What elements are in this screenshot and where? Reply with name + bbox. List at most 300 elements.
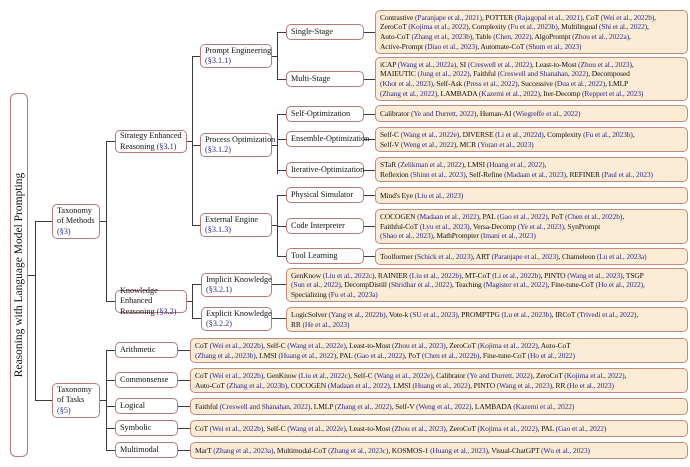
- node-physical-simulator: [286, 187, 364, 203]
- citation-ref: (Wang et al., 2022e): [287, 423, 346, 433]
- node-label: Explicit Knowledge: [206, 308, 272, 318]
- method-name: Faithful: [195, 401, 220, 411]
- method-name: , Complexity: [543, 129, 584, 139]
- citation-ref: (Magister et al., 2022): [483, 280, 548, 290]
- method-name: , RR: [552, 380, 568, 390]
- node-label: Implicit Knowledge: [206, 274, 272, 284]
- citation-ref: (Liu et al., 2022c): [322, 270, 375, 280]
- citation-ref: (Press et al., 2022): [463, 79, 518, 88]
- method-name: , Teaching: [451, 280, 484, 290]
- method-name: , Multimodal-CoT: [273, 445, 329, 455]
- citation-ref: (Wang et al., 2022e): [374, 370, 433, 380]
- leaf-tool-learning: [375, 248, 688, 265]
- citation-line: [195, 341, 575, 351]
- node-external-engine: [200, 213, 272, 237]
- citation-ref: (Gao et al., 2022): [497, 212, 548, 222]
- leaf-symbolic: [190, 420, 688, 437]
- node-label: Multimodal: [120, 444, 159, 454]
- method-name: CoT: [195, 423, 210, 433]
- method-name: Reflexion: [380, 169, 411, 179]
- citation-ref: (Fu et al., 2023a): [328, 289, 378, 299]
- citation-ref: (Lu et al., 2023a): [596, 251, 647, 261]
- method-name: , PAL: [479, 212, 498, 222]
- citation-text: [380, 212, 624, 241]
- node-label: Strategy Enhanced Reasoning: [120, 131, 182, 151]
- leaf-implicit-knowledge: [286, 268, 688, 302]
- citation-ref: (Chen et al., 2022b): [422, 350, 480, 360]
- citation-text: [291, 271, 645, 300]
- leaf-multi-stage: [375, 57, 688, 101]
- method-name: , PROMPTPG: [457, 309, 502, 319]
- citation-line: [380, 140, 635, 150]
- node-ensemble-optimization: [286, 131, 370, 147]
- method-name: , Chameleon: [558, 251, 597, 261]
- citation-line: [195, 402, 574, 412]
- method-name: , Visual-ChatGPT: [487, 445, 542, 455]
- citation-line: [380, 212, 624, 222]
- method-name: , CoT: [582, 12, 601, 22]
- citation-ref: (Zhou et al., 2023): [391, 423, 446, 433]
- citation-ref: (Wang et al., 2022e): [400, 129, 460, 139]
- citation-ref: (Kazemi et al., 2022): [478, 88, 540, 98]
- method-name: ,: [636, 309, 639, 319]
- citation-ref: (Shinn et al., 2023): [410, 169, 466, 179]
- citation-line: [195, 371, 626, 381]
- citation-line: [291, 280, 645, 290]
- node-multimodal: [115, 442, 178, 458]
- method-name: , Versa-Decomp: [469, 221, 518, 231]
- method-name: , IRCoT: [551, 309, 577, 319]
- node-label: Ensemble-Optimization: [291, 133, 370, 143]
- citation-ref: (Gao et al., 2022): [354, 350, 405, 360]
- citation-ref: (Zelikman et al., 2022): [397, 159, 465, 169]
- citation-ref: (Wei et al., 2022b): [209, 340, 264, 350]
- leaf-self-optimization: [375, 105, 688, 122]
- method-name: , Self-C: [350, 370, 375, 380]
- citation-text: [195, 371, 626, 390]
- method-name: , REFINER: [565, 169, 602, 179]
- citation-line: [380, 89, 643, 99]
- citation-ref: (Madaan et al., 2022): [327, 380, 390, 390]
- citation-ref: (Kazemi et al., 2022): [513, 401, 575, 411]
- node-label: Process Optimization: [205, 134, 276, 144]
- method-name: , Decomposed: [588, 69, 630, 79]
- method-name: CoT: [195, 340, 210, 350]
- citation-ref: (Wang et al., 2023): [496, 380, 552, 390]
- node-label: Arithmetic: [120, 344, 156, 354]
- method-name: RR: [291, 319, 303, 329]
- citation-ref: (Zhang et al., 2023b): [411, 32, 473, 41]
- node-label: Physical Simulator: [291, 189, 354, 199]
- node-prompt-engineering: [200, 44, 272, 68]
- citation-ref: (Creswell and Shanahan, 2022): [219, 401, 311, 411]
- method-name: , Automate-CoT: [477, 41, 526, 51]
- citation-ref: (Shum et al., 2023): [525, 41, 582, 51]
- method-name: , Least-to-Most: [345, 423, 392, 433]
- leaf-commonsense: [190, 368, 688, 393]
- citation-line: [380, 60, 643, 70]
- method-name: , Self-C: [263, 340, 288, 350]
- citation-ref: (Creswell et al., 2022): [467, 59, 532, 69]
- node-label: Multi-Stage: [291, 73, 331, 83]
- citation-line: [380, 222, 624, 232]
- method-name: ,: [544, 159, 547, 169]
- method-name: , Faithful: [469, 69, 498, 79]
- method-name: , LMSI: [255, 350, 279, 360]
- citation-ref: (Yoran et al., 2023): [477, 139, 534, 149]
- citation-line: [380, 69, 643, 79]
- method-name: ,: [654, 12, 656, 22]
- method-name: Auto-CoT: [380, 32, 412, 41]
- node-multi-stage: [286, 71, 364, 87]
- citation-text: [195, 402, 574, 412]
- method-name: Toolformer: [380, 251, 415, 261]
- method-name: , LAMBADA: [471, 401, 514, 411]
- method-name: , PAL: [537, 423, 556, 433]
- citation-ref: (Huang et al., 2022): [486, 159, 545, 169]
- citation-ref: (Gao et al., 2022): [555, 423, 607, 433]
- section-ref: (§3.2.2): [206, 319, 232, 328]
- citation-ref: (He et al., 2023): [567, 380, 614, 390]
- citation-line: [380, 160, 653, 170]
- method-name: ,: [643, 280, 645, 290]
- node-label: Self-Optimization: [291, 108, 351, 118]
- method-name: , POTTER: [481, 12, 515, 22]
- method-name: , RAINIER: [374, 270, 410, 280]
- citation-ref: (Reppert et al., 2023): [582, 88, 644, 98]
- leaf-iterative-optimization: [375, 157, 688, 182]
- citation-ref: (Sun et al., 2022): [291, 280, 341, 290]
- node-explicit-knowledge: [201, 307, 272, 331]
- citation-line: [380, 42, 656, 52]
- citation-ref: (Shridhar et al., 2022): [388, 280, 452, 290]
- section-ref: (§3.1.3): [205, 225, 231, 234]
- section-ref: (§5): [57, 405, 71, 415]
- node-label: Commonsense: [120, 374, 169, 384]
- method-name: ,: [631, 59, 634, 69]
- citation-ref: (Ho et al., 2022): [595, 280, 644, 290]
- node-label: Tool Learning: [291, 250, 338, 260]
- method-name: , Successive: [517, 79, 555, 88]
- citation-ref: (Huang et al., 2022): [278, 350, 337, 360]
- leaf-code-interpreter: [375, 209, 688, 244]
- method-name: , PoT: [404, 350, 423, 360]
- method-name: , ART: [472, 251, 492, 261]
- citation-ref: (Liu et al., 2022c): [298, 370, 351, 380]
- method-name: , Self-C: [263, 423, 288, 433]
- section-ref: (§3.1): [156, 141, 177, 151]
- method-name: , COCOGEN: [287, 380, 328, 390]
- method-name: , Multilingual: [557, 22, 599, 32]
- citation-ref: (Diao et al., 2023): [424, 41, 478, 51]
- method-name: , MT-CoT: [461, 270, 493, 280]
- citation-line: [291, 320, 638, 330]
- citation-text: [380, 130, 635, 149]
- method-name: , MCR: [456, 139, 478, 149]
- node-label: Prompt Engineering: [205, 45, 272, 55]
- citation-ref: (Zhou et al., 2023): [391, 340, 446, 350]
- citation-line: [380, 191, 463, 201]
- method-name: ZeroCoT: [380, 22, 409, 32]
- leaf-physical-simulator: [375, 187, 688, 204]
- citation-ref: (Madaan et al., 2023): [504, 169, 566, 179]
- citation-ref: (Creswell and Shanahan, 2022): [497, 69, 589, 79]
- section-ref: (§3): [57, 226, 71, 236]
- method-name: Contrastive: [380, 12, 416, 22]
- citation-ref: (Shi et al., 2022): [598, 22, 648, 32]
- method-name: CoT: [195, 370, 210, 380]
- node-taxonomy-of-methods: [52, 204, 100, 239]
- method-name: , ZeroCoT: [445, 340, 478, 350]
- method-name: , Calibrator: [432, 370, 468, 380]
- method-name: Specializing: [291, 289, 329, 299]
- method-name: , PINTO: [470, 380, 497, 390]
- citation-ref: (Schick et al., 2023): [414, 251, 473, 261]
- citation-text: [195, 446, 590, 456]
- citation-ref: (Liu et al., 2023): [414, 190, 464, 200]
- citation-text: [380, 160, 653, 179]
- citation-text: [291, 310, 638, 329]
- citation-text: [380, 191, 463, 201]
- method-name: , LMSI: [464, 159, 487, 169]
- citation-text: [195, 424, 606, 434]
- method-name: ,: [622, 212, 625, 222]
- root-label: Reasoning with Language Model Prompting: [13, 172, 26, 378]
- citation-ref: (Ye and Durrett, 2022): [467, 370, 533, 380]
- citation-ref: (Wang et al., 2022e): [287, 340, 346, 350]
- method-name: Calibrator: [380, 108, 411, 118]
- citation-line: [195, 424, 606, 434]
- node-label: Symbolic: [120, 422, 152, 432]
- method-name: , LMSI: [389, 380, 413, 390]
- citation-ref: (Zhang et al., 2023a): [213, 445, 274, 455]
- citation-ref: (Huang et al., 2023): [430, 445, 488, 455]
- method-name: Auto-CoT: [195, 380, 227, 390]
- method-name: STaR: [380, 159, 398, 169]
- method-name: , SI: [456, 59, 468, 69]
- citation-line: [380, 22, 656, 32]
- citation-ref: (Zhang et al., 2023b): [195, 350, 256, 360]
- citation-ref: (Yang et al., 2022b): [328, 309, 386, 319]
- node-code-interpreter: [286, 218, 364, 234]
- citation-ref: (Rajagopal et al., 2021): [514, 12, 583, 22]
- citation-ref: (Dua et al., 2022): [554, 79, 606, 88]
- citation-ref: (SU et al., 2023): [409, 309, 458, 319]
- citation-ref: (Chen et al., 2022b): [564, 212, 623, 222]
- method-name: MarT: [195, 445, 214, 455]
- method-name: , Self-Refine: [465, 169, 505, 179]
- citation-ref: (Zhang et al., 2022): [334, 401, 392, 411]
- node-arithmetic: [115, 342, 178, 358]
- method-name: , Least-to-Most: [345, 340, 392, 350]
- node-strategy-enhanced-reasoning: [115, 130, 187, 153]
- citation-ref: (Zhang et al., 2022): [380, 88, 437, 98]
- citation-ref: (Wei et al., 2022b): [209, 423, 264, 433]
- method-name: , SynPrompt: [563, 221, 601, 231]
- citation-ref: (Trivedi et al., 2022): [577, 309, 637, 319]
- citation-ref: (Imani et al., 2023): [480, 231, 536, 241]
- method-name: , DecompDistill: [340, 280, 389, 290]
- citation-ref: (Shao et al., 2023): [380, 231, 433, 241]
- citation-ref: (Kojima et al., 2022): [408, 22, 469, 32]
- node-implicit-knowledge: [201, 273, 272, 297]
- method-name: Mind's Eye: [380, 190, 415, 200]
- citation-ref: (Ye et al., 2023): [517, 221, 564, 231]
- citation-ref: (Ho et al., 2022): [527, 350, 575, 360]
- method-name: , Vote-k: [385, 309, 410, 319]
- citation-ref: (Wang et al., 2023): [567, 270, 623, 280]
- method-name: , Fine-tune-CoT: [547, 280, 596, 290]
- method-name: , Iter-Decomp: [539, 88, 583, 98]
- node-single-stage: [286, 24, 364, 40]
- leaf-arithmetic: [190, 338, 688, 363]
- citation-ref: (He et al., 2023): [302, 319, 350, 329]
- method-name: , PINTO: [540, 270, 568, 280]
- node-label: Logical: [120, 400, 146, 410]
- method-name: , LAMBADA: [436, 88, 479, 98]
- citation-ref: (Li et al., 2022b): [492, 270, 541, 280]
- node-logical: [115, 398, 178, 414]
- section-ref: (§3.2.1): [206, 285, 232, 294]
- citation-line: [195, 351, 575, 361]
- citation-line: [195, 381, 626, 391]
- method-name: , MathPrompter: [432, 231, 481, 241]
- citation-ref: (Madaan et al., 2022): [417, 212, 480, 222]
- citation-ref: (Zhang et al., 2023b): [226, 380, 288, 390]
- citation-ref: (Lu et al., 2023b): [501, 309, 552, 319]
- method-name: , Fine-tune-CoT: [479, 350, 528, 360]
- citation-ref: (Wiegreffe et al., 2022): [513, 108, 581, 118]
- node-label: Code Interpreter: [291, 220, 345, 230]
- citation-line: [380, 130, 635, 140]
- section-ref: (§3.1.2): [205, 145, 231, 154]
- node-symbolic: [115, 420, 178, 436]
- citation-ref: (Paul et al., 2023): [601, 169, 653, 179]
- node-taxonomy-of-tasks: [52, 383, 100, 418]
- citation-ref: (Huang et al., 2022): [412, 380, 471, 390]
- node-label: Iterative-Optimization: [291, 164, 365, 174]
- citation-line: [291, 290, 645, 300]
- citation-ref: (Kojima et al., 2022): [564, 370, 625, 380]
- method-name: GenKnow: [291, 270, 323, 280]
- method-name: ,: [647, 22, 649, 32]
- citation-ref: (Lyu et al., 2023): [419, 221, 470, 231]
- method-name: , Human-AI: [476, 108, 514, 118]
- method-name: ,: [632, 129, 635, 139]
- node-label: Single-Stage: [291, 26, 333, 36]
- method-name: , Complexity: [468, 22, 508, 32]
- citation-line: [291, 271, 645, 281]
- leaf-logical: [190, 398, 688, 415]
- method-name: , AlgoPrompt: [531, 32, 573, 41]
- method-name: iCAP: [380, 59, 398, 69]
- citation-ref: (Paranjape et al., 2021): [415, 12, 482, 22]
- method-name: , Self-V: [391, 401, 417, 411]
- citation-ref: (Fu et al., 2023b): [507, 22, 558, 32]
- citation-ref: (Wang et al., 2022a): [397, 59, 457, 69]
- method-name: Self-V: [380, 139, 401, 149]
- citation-text: [380, 13, 656, 51]
- citation-ref: (Khot et al., 2023): [380, 79, 433, 88]
- node-self-optimization: [286, 106, 364, 122]
- citation-text: [195, 341, 575, 360]
- citation-line: [380, 109, 580, 119]
- leaf-ensemble-optimization: [375, 127, 688, 152]
- citation-ref: (Fu et al., 2023b): [583, 129, 633, 139]
- citation-ref: (Zhou et al., 2023): [578, 59, 632, 69]
- section-ref: (§3.1.1): [205, 56, 231, 65]
- method-name: , Table: [472, 32, 494, 41]
- method-name: ,: [629, 32, 631, 41]
- citation-ref: (Chen, 2022): [493, 32, 532, 41]
- method-name: , ZeroCoT: [445, 423, 478, 433]
- node-label: Knowledge Enhanced Reasoning: [120, 286, 158, 316]
- method-name: , ZeroCoT: [532, 370, 565, 380]
- method-name: , TSGP: [622, 270, 644, 280]
- method-name: , PoT: [547, 212, 565, 222]
- citation-ref: (Kojima et al., 2022): [477, 423, 538, 433]
- node-knowledge-enhanced-reasoning: [115, 286, 187, 316]
- citation-line: [380, 170, 653, 180]
- leaf-explicit-knowledge: [286, 307, 688, 332]
- citation-line: [195, 446, 590, 456]
- citation-ref: (Weng et al., 2022): [416, 401, 472, 411]
- leaf-single-stage: [375, 10, 688, 54]
- citation-ref: (Wei et al., 2022b): [600, 12, 655, 22]
- method-name: , LMLP: [310, 401, 335, 411]
- citation-line: [291, 310, 638, 320]
- citation-ref: (Wei et al., 2022b): [209, 370, 264, 380]
- citation-ref: (Ye and Durrett, 2022): [410, 108, 477, 118]
- citation-ref: (Wu et al., 2023): [541, 445, 590, 455]
- node-commonsense: [115, 372, 178, 388]
- citation-line: [380, 231, 624, 241]
- node-process-optimization: [200, 133, 276, 157]
- node-tool-learning: [286, 248, 364, 264]
- section-ref: (§3.2): [156, 306, 177, 316]
- citation-ref: (Weng et al., 2022): [400, 139, 457, 149]
- citation-ref: (Paranjape et al., 2023): [491, 251, 559, 261]
- root-node: [10, 93, 28, 457]
- citation-ref: (Liu et al., 2022b): [409, 270, 462, 280]
- method-name: , GenKnow: [263, 370, 299, 380]
- method-name: Active-Prompt: [380, 41, 425, 51]
- citation-text: [380, 60, 643, 98]
- method-name: , Least-to-Most: [531, 59, 579, 69]
- citation-text: [380, 252, 647, 262]
- method-name: LogicSolver: [291, 309, 329, 319]
- citation-ref: (Li et al., 2022d): [495, 129, 544, 139]
- method-name: , Self-Ask: [432, 79, 464, 88]
- node-label: Taxonomy of Methods: [57, 206, 95, 226]
- citation-line: [380, 252, 647, 262]
- method-name: COCOGEN: [380, 212, 418, 222]
- node-iterative-optimization: [286, 162, 364, 178]
- node-label: Taxonomy of Tasks: [57, 385, 92, 405]
- method-name: Self-C: [380, 129, 401, 139]
- citation-line: [380, 79, 643, 89]
- method-name: , LMLP: [605, 79, 629, 88]
- citation-text: [380, 109, 580, 119]
- method-name: , DIVERSE: [459, 129, 496, 139]
- citation-ref: (Zhou et al., 2022a): [572, 32, 630, 41]
- method-name: , Auto-CoT: [537, 340, 571, 350]
- method-name: Faithful-CoT: [380, 221, 420, 231]
- method-name: , KOSMOS-1: [388, 445, 431, 455]
- method-name: , PAL: [336, 350, 355, 360]
- method-name: ,: [624, 370, 627, 380]
- citation-line: [380, 32, 656, 42]
